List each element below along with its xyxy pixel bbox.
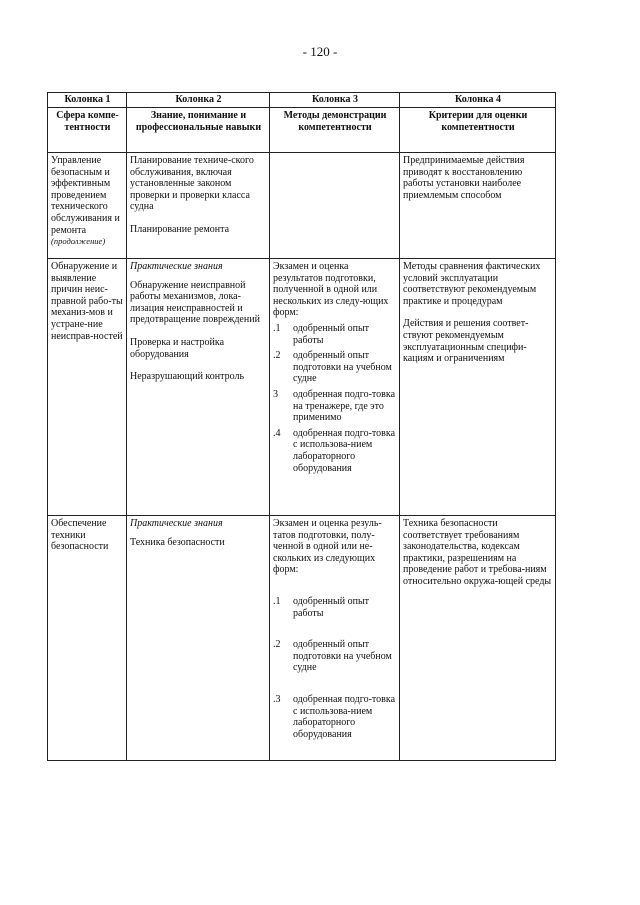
- method-text: одобренный опыт работы: [293, 595, 370, 619]
- column-header-2: Колонка 2: [127, 93, 270, 108]
- knowledge-item: Техника безопасности: [130, 536, 225, 548]
- knowledge-item: Обнаружение неисправной работы механизмов, лока-лизация неисправностей и предотвращение повреждений: [130, 279, 260, 326]
- knowledge-item: Планирование ремонта: [130, 223, 230, 235]
- table-row: [48, 516, 556, 761]
- page-number: - 120 -: [302, 44, 338, 59]
- criteria-text: Действия и решения соответ-ствуют рекомендуемым эксплуатационным специфи-кациям и ограничениям: [403, 318, 529, 365]
- method-text: одобренный опыт подготовки на учебном судне: [293, 639, 392, 674]
- method-text: одобренная подго-товка с использова-нием лабораторного оборудования: [293, 693, 396, 740]
- method-text: одобренная подго-товка с использова-нием лабораторного оборудования: [293, 427, 396, 474]
- method-item: [273, 350, 397, 385]
- subheader-knowledge: Знание, понимание и профессиональные навыки: [127, 108, 270, 153]
- knowledge-title: Практические знания: [130, 518, 223, 529]
- column-header-3: Колонка 3: [270, 93, 400, 108]
- competence-text: Управление безопасным и эффективным проведением технического обслуживания и ремонта: [51, 155, 120, 236]
- methods-intro: Экзамен и оценка резуль-татов подготовки, полу-ченной в одной или не-скольких из следующих форм:: [273, 518, 382, 576]
- column-header-4: Колонка 4: [400, 93, 556, 108]
- method-number: .1: [273, 595, 281, 607]
- competence-cell: [48, 516, 127, 761]
- knowledge-cell: [127, 259, 270, 516]
- method-number: .4: [273, 427, 281, 439]
- table-row: [48, 153, 556, 259]
- criteria-cell: [400, 516, 556, 761]
- column-header-1: Колонка 1: [48, 93, 127, 108]
- method-item: [273, 596, 397, 619]
- header-row-columns: [48, 93, 556, 108]
- header-row-titles: [48, 108, 556, 153]
- table-row: [48, 259, 556, 516]
- knowledge-item: Планирование техниче-ского обслуживания, включая установленные законом проверки и проверки класса судна: [130, 155, 254, 213]
- method-number: .3: [273, 693, 281, 705]
- continued-note: (продолжение): [51, 236, 106, 247]
- criteria-text: Техника безопасности соответствует требованиям законодательства, кодексам практики, разрешениям на проведение работ и требова-ниям относительно окружа-ющей среды: [403, 518, 552, 587]
- method-item: [273, 323, 397, 346]
- methods-intro: Экзамен и оценка результатов подготовки, полученной в одной или нескольких из следу-ющих форм:: [273, 261, 389, 319]
- knowledge-cell: [127, 516, 270, 761]
- knowledge-item: Неразрушающий контроль: [130, 371, 245, 383]
- method-text: одобренный опыт подготовки на учебном судне: [293, 350, 392, 385]
- competence-text: Обнаружение и выявление причин неис-правной рабо-ты механиз-мов и устране-ние неисправ-ностей: [51, 261, 123, 342]
- knowledge-cell: [127, 153, 270, 259]
- competence-cell: [48, 153, 127, 259]
- method-number: .1: [273, 322, 281, 334]
- methods-cell: [270, 259, 400, 516]
- competence-cell: [48, 259, 127, 516]
- criteria-text: Методы сравнения фактических условий эксплуатации соответствуют рекомендуемым практике и процедурам: [403, 261, 541, 307]
- subheader-methods: Методы демонстрации компетентности: [270, 108, 400, 153]
- method-item: [273, 694, 397, 740]
- subheader-competence: Сфера компе-тентности: [48, 108, 127, 153]
- method-text: одобренная подго-товка на тренажере, где это применимо: [293, 388, 396, 424]
- criteria-text: Предпринимаемые действия приводят к восстановлению работы установки наиболее приемлемым способом: [403, 155, 525, 201]
- methods-cell: [270, 516, 400, 761]
- method-item: [273, 389, 397, 424]
- method-number: 3: [273, 388, 278, 400]
- knowledge-title: Практические знания: [130, 261, 223, 272]
- method-item: [273, 428, 397, 474]
- criteria-cell: [400, 259, 556, 516]
- subheader-criteria: Критерии для оценки компетентности: [400, 108, 556, 153]
- method-text: одобренный опыт работы: [293, 322, 370, 346]
- criteria-cell: [400, 153, 556, 259]
- method-item: [273, 639, 397, 674]
- method-number: .2: [273, 639, 281, 651]
- competence-table: [47, 92, 556, 761]
- knowledge-item: Проверка и настройка оборудования: [130, 336, 225, 360]
- method-number: .2: [273, 350, 281, 362]
- methods-cell: [270, 153, 400, 259]
- competence-text: Обеспечение техники безопасности: [51, 518, 109, 553]
